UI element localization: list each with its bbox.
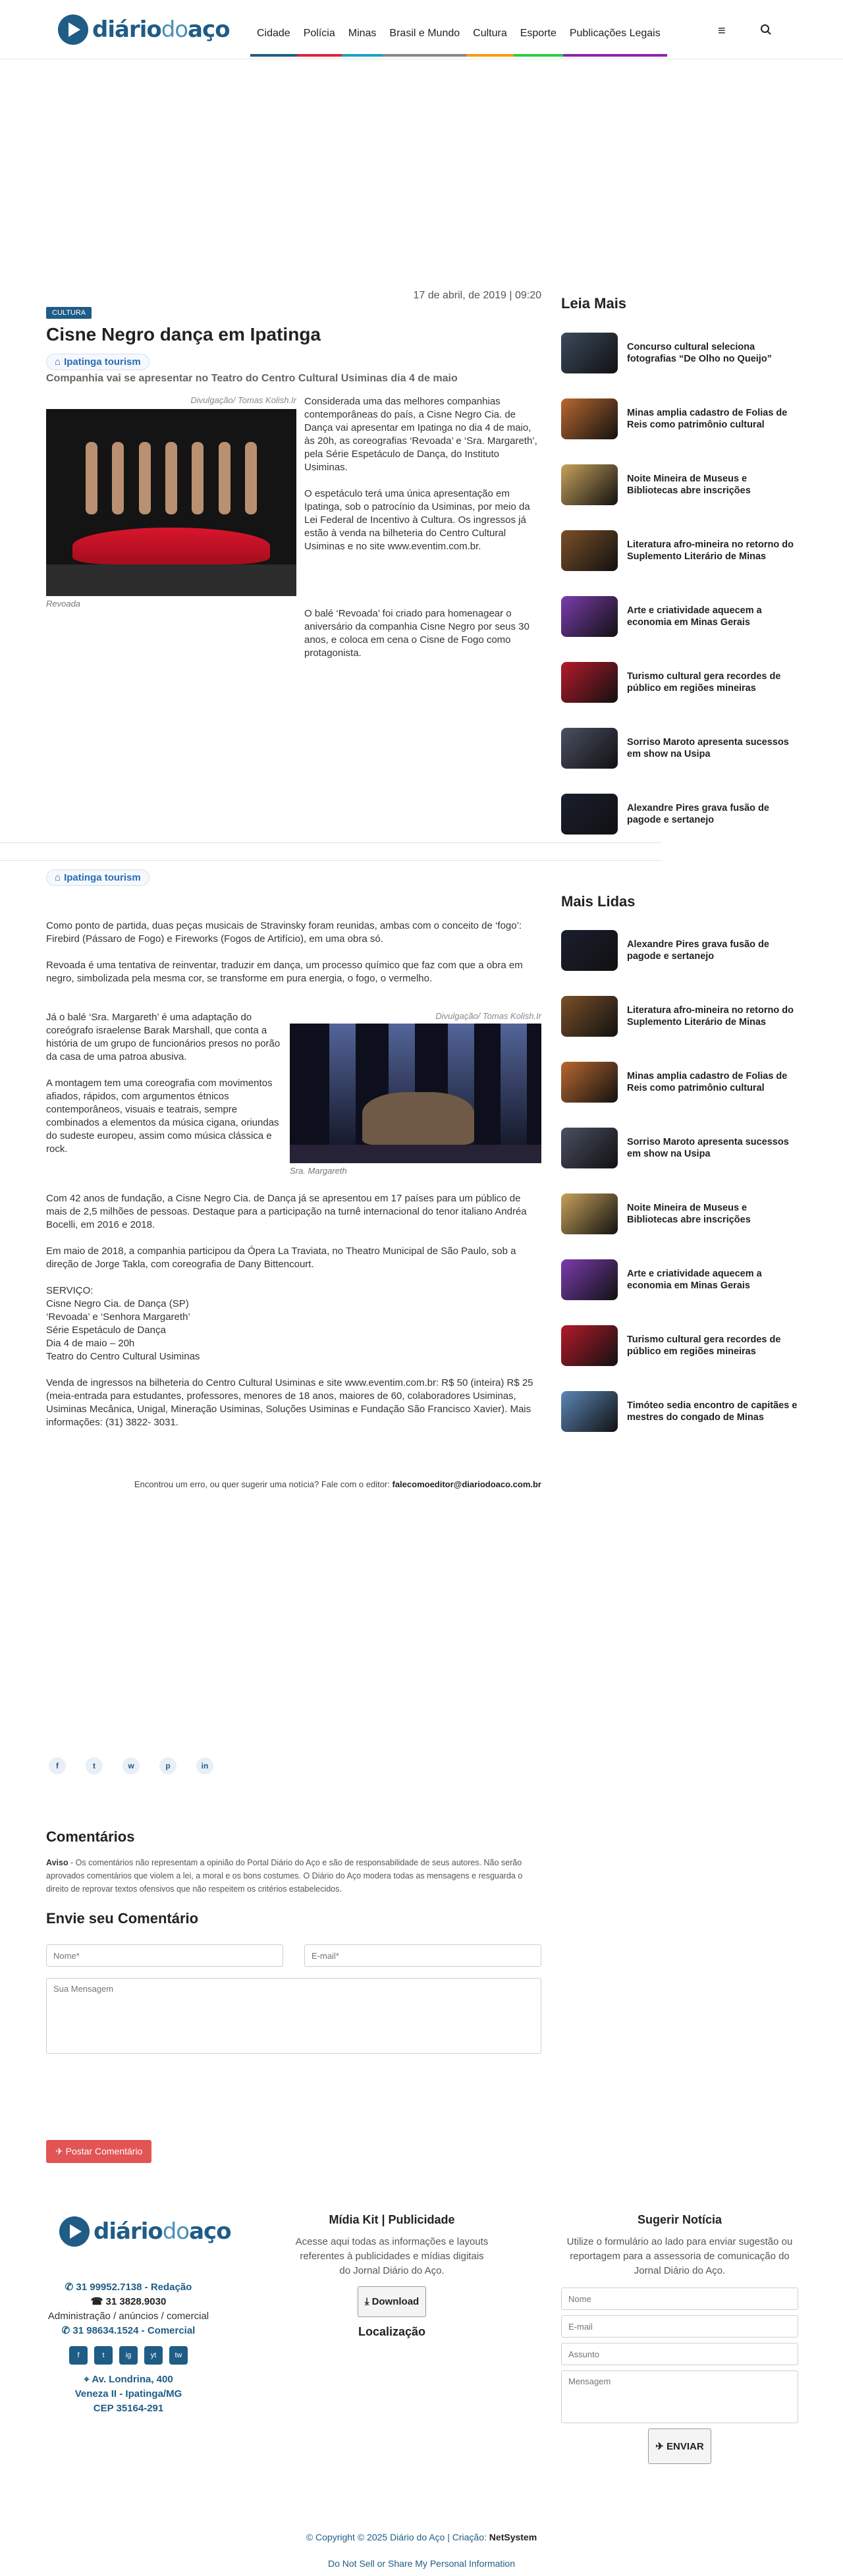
article-paragraph: Venda de ingressos na bilheteria do Centro Cultural Usiminas e site www.eventim.com.br: R$ 50 (inteira) R$ 25 (meia-entrada para estudantes, professores, menores de 18 anos, maiores de 60, colaboradores Usiminas, Usiminas Mecânica, Unigal, Mineração Usiminas, Soluções Usiminas e Fundação São Francisco Xavier). Mais informações: (31) 3822- 3031.	[46, 1377, 533, 1428]
news-thumbnail[interactable]	[561, 333, 618, 373]
report-error	[46, 1479, 541, 1489]
news-list-item[interactable]	[561, 452, 798, 518]
nav-item-esporte[interactable]: Esporte	[514, 16, 563, 57]
do-not-sell-link[interactable]: Do Not Sell or Share My Personal Information	[327, 2558, 515, 2569]
news-list-item[interactable]	[561, 918, 798, 983]
article-paragraph: Com 42 anos de fundação, a Cisne Negro Cia. de Dança já se apresentou em 17 países para um público de mais de 2,5 milhões de pessoas. Destaque para a participação na turnê internacional do tenor italiano Andréa Bocelli, em 2016 e 2018.	[46, 1193, 527, 1230]
service-line: Dia 4 de maio – 20h	[46, 1338, 135, 1349]
news-thumbnail[interactable]	[561, 530, 618, 571]
suggest-text: Utilize o formulário ao lado para enviar sugestão ou reportagem para a assessoria de comunicação do Jornal Diário do Aço.	[566, 2236, 793, 2276]
service-line: SERVIÇO:	[46, 1285, 94, 1296]
address-line: Veneza II - Ipatinga/MG	[74, 2388, 182, 2399]
news-thumbnail[interactable]	[561, 1193, 618, 1234]
category-badge[interactable]: CULTURA	[46, 307, 92, 319]
comments-title: Comentários	[46, 1828, 135, 1845]
notice-text: - Os comentários não representam a opinião do Portal Diário do Aço e são de responsabilidade de seus autores. Não serão aprovados comentários que violem a lei, a moral e os bons costumes. O Diário do Aço modera todas as mensagens e resguarda o direito de reprovar textos ofensivos que não respeitem os critérios estabelecidos.	[46, 1858, 523, 1894]
news-list-item[interactable]	[561, 518, 798, 584]
suggest-subject-input[interactable]	[561, 2343, 798, 2365]
news-thumbnail[interactable]	[561, 794, 618, 835]
news-title[interactable]: Noite Mineira de Museus e Bibliotecas abre inscrições	[627, 1203, 751, 1225]
address-line: CEP 35164-291	[93, 2403, 164, 2414]
stage-floor	[46, 564, 296, 596]
news-thumbnail[interactable]	[561, 1128, 618, 1168]
instagram-icon[interactable]: ig	[119, 2346, 138, 2365]
article-photo[interactable]	[290, 1024, 541, 1163]
service-line: ‘Revoada’ e ‘Senhora Margareth’	[46, 1311, 190, 1323]
news-thumbnail[interactable]	[561, 1391, 618, 1432]
article-paragraph: Como ponto de partida, duas peças musicais de Stravinsky foram reunidas, ambas com o conceito de ‘fogo’: Firebird (Pássaro de Fogo) e Fireworks (Fogos de Artifício), em uma obra só.	[46, 920, 522, 945]
logo-play-icon	[59, 2216, 90, 2247]
news-list-item[interactable]	[561, 320, 798, 386]
tag-chip[interactable]	[46, 354, 150, 370]
nav-item-cultura[interactable]: Cultura	[466, 16, 514, 57]
dancers-illustration	[362, 1092, 474, 1145]
light-beam	[329, 1024, 356, 1163]
suggest-message-input[interactable]	[561, 2370, 798, 2423]
news-title[interactable]: Literatura afro-mineira no retorno do Suplemento Literário de Minas	[627, 1005, 794, 1028]
article-body-continued	[46, 607, 541, 673]
news-list-item[interactable]	[561, 1181, 798, 1247]
main-nav	[250, 16, 667, 59]
copyright-text: © Copyright © 2025 Diário do Aço | Criação:	[306, 2532, 487, 2542]
article-paragraph: O espetáculo terá uma única apresentação em Ipatinga, sob o patrocínio da Usiminas, por meio da Lei Federal de Incentivo à Cultura. Os ingressos já estão à venda na bilheteria do Centro Cultural Usiminas e no site www.eventim.com.br.	[304, 488, 530, 552]
news-title[interactable]: Alexandre Pires grava fusão de pagode e sertanejo	[627, 939, 769, 962]
red-skirts-illustration	[72, 528, 270, 564]
report-text: Encontrou um erro, ou quer sugerir uma notícia? Fale com o editor:	[134, 1479, 390, 1489]
article-date: 17 de abril, de 2019 | 09:20	[413, 290, 541, 301]
news-title[interactable]: Timóteo sedia encontro de capitães e mestres do congado de Minas	[627, 1400, 798, 1423]
mais-lidas-title: Mais Lidas	[561, 893, 636, 910]
service-line: Série Espetáculo de Dança	[46, 1325, 166, 1336]
news-list-item[interactable]	[561, 715, 798, 781]
article-paragraph: Considerada uma das melhores companhias contemporâneas do país, a Cisne Negro Cia. de Dança vai apresentar em Ipatinga no dia 4 de maio, às 20h, as coreografias ‘Revoada’ e ‘Sra. Margareth’, pela Série Espetáculo de Dança, do Instituto Usiminas.	[304, 396, 537, 473]
suggest-name-input[interactable]	[561, 2288, 798, 2310]
twitter-share-icon[interactable]: t	[86, 1757, 103, 1774]
news-list-item[interactable]	[561, 1049, 798, 1115]
suggest-form	[561, 2288, 798, 2464]
news-title[interactable]: Arte e criatividade aquecem a economia em Minas Gerais	[627, 605, 762, 628]
news-list-item[interactable]	[561, 781, 798, 847]
phone-comercial[interactable]: ✆ 31 98634.1524 - Comercial	[61, 2325, 196, 2336]
send-suggestion-button[interactable]: ✈ ENVIAR	[648, 2428, 711, 2464]
tag-chip[interactable]	[46, 869, 150, 886]
news-title[interactable]: Sorriso Maroto apresenta sucessos em show na Usipa	[627, 1137, 789, 1159]
news-title[interactable]: Sorriso Maroto apresenta sucessos em show na Usipa	[627, 737, 789, 759]
pinterest-share-icon[interactable]: p	[159, 1757, 177, 1774]
service-line: Teatro do Centro Cultural Usiminas	[46, 1351, 200, 1362]
send-comment-title: Envie seu Comentário	[46, 1910, 199, 1927]
news-thumbnail[interactable]	[561, 728, 618, 769]
phone-admin[interactable]: ☎ 31 3828.9030	[90, 2296, 167, 2307]
editor-email-link[interactable]: falecomoeditor@diariodoaco.com.br	[392, 1479, 541, 1489]
news-title[interactable]: Minas amplia cadastro de Folias de Reis como patrimônio cultural	[627, 1071, 788, 1093]
news-thumbnail[interactable]	[561, 1325, 618, 1366]
article-figure	[290, 1011, 541, 1176]
article-paragraph: Em maio de 2018, a companhia participou da Ópera La Traviata, no Theatro Municipal de São Paulo, sob a direção de Jorge Takla, com coreografia de Dany Bittencourt.	[46, 1246, 516, 1270]
mais-lidas-list	[561, 918, 798, 1444]
photo-caption: Sra. Margareth	[290, 1166, 347, 1176]
footer-logo[interactable]	[59, 2216, 231, 2247]
news-list-item[interactable]	[561, 584, 798, 649]
facebook-icon[interactable]: f	[69, 2346, 88, 2365]
tag-label: Ipatinga tourism	[64, 356, 141, 368]
copyright	[0, 2532, 843, 2542]
youtube-icon[interactable]: yt	[144, 2346, 163, 2365]
news-title[interactable]: Arte e criatividade aquecem a economia em Minas Gerais	[627, 1269, 762, 1291]
header-actions	[718, 24, 772, 40]
phone-redacao[interactable]: ✆ 31 99952.7138 - Redação	[65, 2282, 192, 2293]
article-figure	[46, 395, 296, 609]
admin-label: Administração / anúncios / comercial	[47, 2311, 209, 2322]
news-list-item[interactable]	[561, 1313, 798, 1379]
logo-play-icon	[58, 14, 88, 45]
article-body	[46, 1192, 541, 1442]
nav-item-publicações-legais[interactable]: Publicações Legais	[563, 16, 667, 57]
news-title[interactable]: Alexandre Pires grava fusão de pagode e sertanejo	[627, 803, 769, 825]
news-list-item[interactable]	[561, 649, 798, 715]
article-photo[interactable]	[46, 409, 296, 596]
article-body	[46, 1011, 282, 1169]
article-body	[304, 395, 541, 566]
news-list-item[interactable]	[561, 983, 798, 1049]
media-kit-text: Acesse aqui todas as informações e layouts referentes à publicidades e mídias digitais do Jornal Diário do Aço.	[295, 2236, 489, 2276]
service-line: Cisne Negro Cia. de Dança (SP)	[46, 1298, 189, 1309]
news-title[interactable]: Literatura afro-mineira no retorno do Suplemento Literário de Minas	[627, 539, 794, 562]
news-thumbnail[interactable]	[561, 398, 618, 439]
leia-mais-title: Leia Mais	[561, 295, 627, 312]
tag-icon: ⌂	[55, 872, 61, 883]
site-logo[interactable]	[58, 12, 230, 47]
news-list-item[interactable]	[561, 1115, 798, 1181]
search-icon[interactable]	[760, 24, 772, 40]
article-paragraph: Já o balé ‘Sra. Margareth’ é uma adaptação do coreógrafo israelense Barak Marshall, que conta a história de um grupo de funcionários presos no porão da casa de uma patroa abusiva.	[46, 1012, 281, 1062]
address-line: ⌖ Av. Londrina, 400	[84, 2374, 173, 2385]
footer-contact	[46, 2280, 211, 2416]
news-thumbnail[interactable]	[561, 464, 618, 505]
news-thumbnail[interactable]	[561, 930, 618, 971]
article-paragraph: O balé ‘Revoada’ foi criado para homenagear o aniversário da companhia Cisne Negro por seus 30 anos, e coloca em cena o Cisne de Fogo como protagonista.	[304, 608, 530, 659]
news-list-item[interactable]	[561, 1379, 798, 1444]
share-bar	[49, 1757, 213, 1774]
dancers-illustration	[86, 442, 257, 514]
comment-email-input[interactable]	[304, 1944, 541, 1967]
news-list-item[interactable]	[561, 1247, 798, 1313]
photo-caption: Revoada	[46, 599, 81, 609]
news-thumbnail[interactable]	[561, 1062, 618, 1103]
suggest-email-input[interactable]	[561, 2315, 798, 2338]
bluesky-icon[interactable]: tw	[169, 2346, 188, 2365]
site-header	[0, 0, 843, 59]
download-button[interactable]: ⤓ Download	[358, 2286, 426, 2317]
whatsapp-share-icon[interactable]: w	[122, 1757, 140, 1774]
photo-credit: Divulgação/ Tomas Kolish.Ir	[190, 395, 296, 405]
tag-label: Ipatinga tourism	[64, 872, 141, 883]
news-thumbnail[interactable]	[561, 662, 618, 703]
media-kit-section	[293, 2213, 491, 2339]
news-title[interactable]: Minas amplia cadastro de Folias de Reis como patrimônio cultural	[627, 408, 788, 430]
suggest-section	[561, 2213, 798, 2464]
light-beam	[501, 1024, 527, 1163]
logo-wordmark: diáriodoaço	[92, 16, 230, 43]
nav-item-polícia[interactable]: Polícia	[297, 16, 342, 57]
news-thumbnail[interactable]	[561, 596, 618, 637]
article-subtitle: Companhia vai se apresentar no Teatro do Centro Cultural Usiminas dia 4 de maio	[46, 373, 458, 384]
stage-floor	[290, 1145, 541, 1163]
post-comment-button[interactable]: ✈ Postar Comentário	[46, 2140, 151, 2163]
nav-item-minas[interactable]: Minas	[342, 16, 383, 57]
footer-social	[46, 2346, 211, 2365]
comments-notice	[46, 1856, 541, 1896]
leia-mais-list	[561, 320, 798, 847]
service-block	[46, 1284, 541, 1363]
notice-label: Aviso	[46, 1858, 68, 1867]
logo-wordmark: diáriodoaço	[94, 2218, 231, 2245]
nav-item-cidade[interactable]: Cidade	[250, 16, 297, 57]
linkedin-share-icon[interactable]: in	[196, 1757, 213, 1774]
menu-icon[interactable]: ≡	[718, 24, 726, 38]
article-paragraph: A montagem tem uma coreografia com movimentos afiados, rápidos, com argumentos étnicos contemporâneos, visuais e teatrais, sempre combinados a elementos da música cigana, oriundas do sudeste europeu, assim como música clássica e rock.	[46, 1078, 279, 1155]
media-kit-title: Mídia Kit | Publicidade	[329, 2213, 455, 2226]
news-list-item[interactable]	[561, 386, 798, 452]
news-title[interactable]: Turismo cultural gera recordes de público em regiões mineiras	[627, 1334, 781, 1357]
comment-name-input[interactable]	[46, 1944, 283, 1967]
nav-item-brasil-e-mundo[interactable]: Brasil e Mundo	[383, 16, 466, 57]
article-body	[46, 919, 541, 999]
news-title[interactable]: Turismo cultural gera recordes de público em regiões mineiras	[627, 671, 781, 694]
location-title: Localização	[358, 2325, 426, 2338]
article-paragraph: Revoada é uma tentativa de reinventar, traduzir em dança, um processo químico que faz com que a obra em negro, simbolizada pela mesma cor, se transforme em pura energia, o fogo, o vermelho.	[46, 960, 523, 984]
tag-icon: ⌂	[55, 356, 61, 368]
article-title: Cisne Negro dança em Ipatinga	[46, 324, 321, 344]
news-title[interactable]: Concurso cultural seleciona fotografias “De Olho no Queijo”	[627, 342, 772, 364]
news-thumbnail[interactable]	[561, 996, 618, 1037]
twitter-icon[interactable]: t	[94, 2346, 113, 2365]
photo-credit: Divulgação/ Tomas Kolish.Ir	[435, 1011, 541, 1021]
suggest-title: Sugerir Notícia	[637, 2213, 722, 2226]
creator-link[interactable]: NetSystem	[489, 2532, 537, 2542]
news-title[interactable]: Noite Mineira de Museus e Bibliotecas abre inscrições	[627, 474, 751, 496]
comment-message-input[interactable]	[46, 1978, 541, 2054]
facebook-share-icon[interactable]: f	[49, 1757, 66, 1774]
news-thumbnail[interactable]	[561, 1259, 618, 1300]
